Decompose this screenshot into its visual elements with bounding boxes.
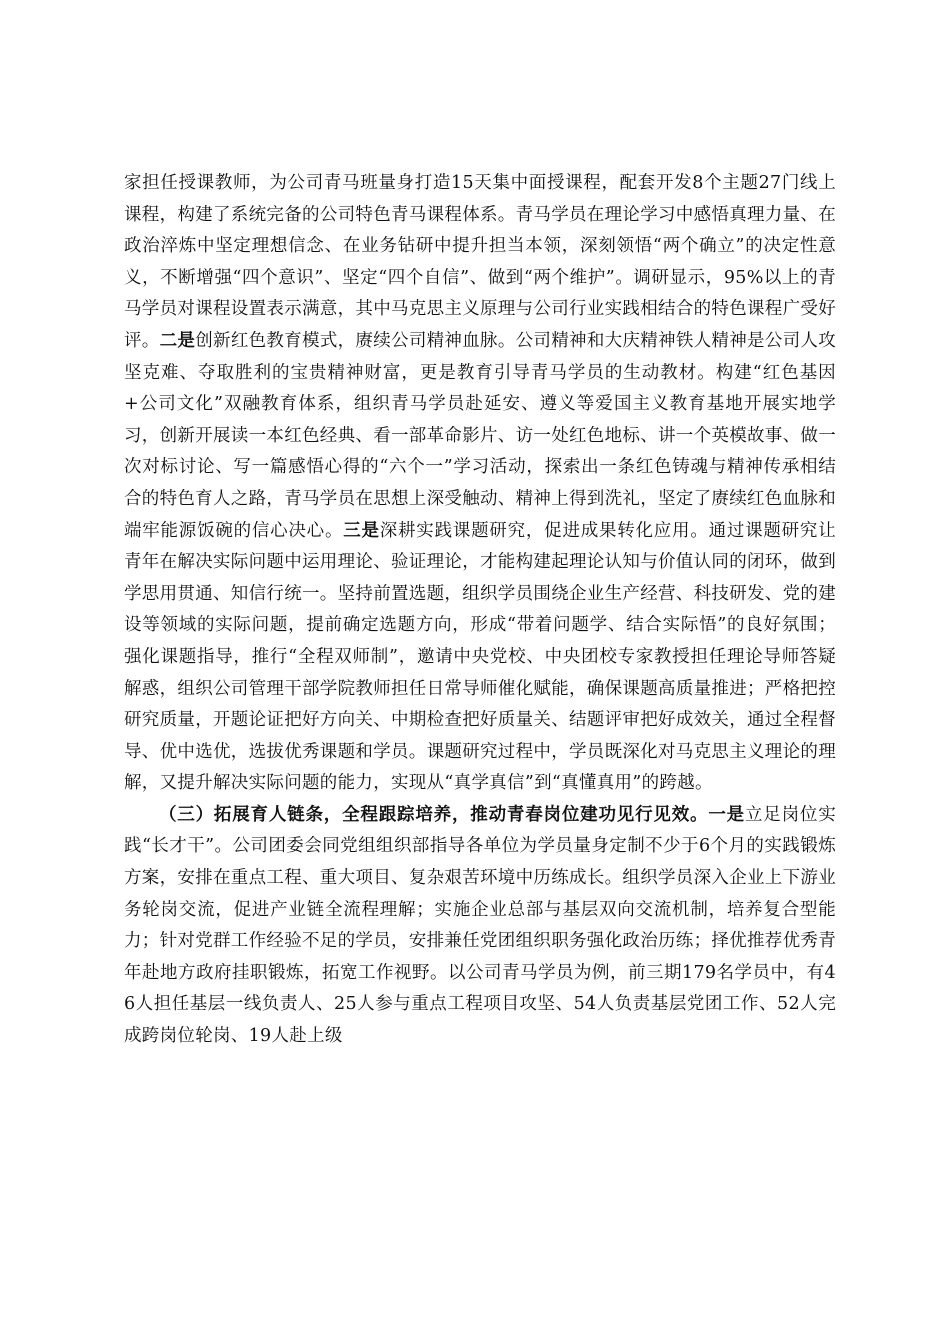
paragraph-1-ordinal-3: 三是 — [343, 520, 380, 541]
paragraph-1-text-3: 深耕实践课题研究，促进成果转化应用。通过课题研究让青年在解决实际问题中运用理论、验证理论，才能构建起理论认知与价值认同的闭环，做到学思用贯通、知信行统一。坚持前置选题，组织学员围绕企业生产经营、科技研发、党的建设等领域的实际问题，提前确定选题方向，形成“带着问题学、结合实际悟”的良好氛围；强化课题指导，推行“全程双师制”，邀请中央党校、中央团校专家教授担任理论导师答疑解惑，组织公司管理干部学院教师担任日常导师催化赋能，确保课题高质量推进；严格把控研究质量，开题论证把好方向关、中期检查把好质量关、结题评审把好成效关，通过全程督导、优中选优，选拔优秀课题和学员。课题研究过程中，学员既深化对马克思主义理论的理解，又提升解决实际问题的能力，实现从“真学真信”到“真懂真用”的跨越。 — [124, 520, 836, 794]
paragraph-2-ordinal-1: 一是 — [708, 804, 745, 825]
paragraph-1-text-2: 创新红色教育模式，赓续公司精神血脉。公司精神和大庆精神铁人精神是公司人攻坚克难、夺取胜利的宝贵精神财富，更是教育引导青马学员的生动教材。构建“红色基因+公司文化”双融教育体系，组织青马学员赴延安、遵义等爱国主义教育基地开展实地学习，创新开展读一本红色经典、看一部革命影片、访一处红色地标、讲一个英模故事、做一次对标讨论、写一篇感悟心得的“六个一”学习活动，探索出一条红色铸魂与精神传承相结合的特色育人之路，青马学员在思想上深受触动、精神上得到洗礼，坚定了赓续红色血脉和端牢能源饭碗的信心决心。 — [124, 330, 837, 541]
body-paragraph-1 — [124, 168, 836, 800]
document-body — [124, 168, 836, 1053]
paragraph-2-text-1: 立足岗位实践“长才干”。公司团委会同党组组织部指导各单位为学员量身定制不少于6个月的实践锻炼方案，安排在重点工程、重大项目、复杂艰苦环境中历练成长。组织学员深入企业上下游业务轮岗交流，促进产业链全流程理解；实施企业总部与基层双向交流机制，培养复合型能力；针对党群工作经验不足的学员，安排兼任党团组织职务强化政治历练；择优推荐优秀青年赴地方政府挂职锻炼，拓宽工作视野。以公司青马学员为例，前三期179名学员中，有46人担任基层一线负责人、25人参与重点工程项目攻坚、54人负责基层党团工作、52人完成跨岗位轮岗、19人赴上级 — [124, 804, 836, 1047]
body-paragraph-2 — [124, 800, 836, 1053]
section-heading-3: （三）拓展育人链条，全程跟踪培养，推动青春岗位建功见行见效。 — [159, 804, 709, 825]
paragraph-1-ordinal-2: 二是 — [159, 330, 196, 351]
paragraph-1-text-1: 家担任授课教师，为公司青马班量身打造15天集中面授课程，配套开发8个主题27门线上课程，构建了系统完备的公司特色青马课程体系。青马学员在理论学习中感悟真理力量、在政治淬炼中坚定理想信念、在业务钻研中提升担当本领，深刻领悟“两个确立”的决定性意义，不断增强“四个意识”、坚定“四个自信”、做到“两个维护”。调研显示，95%以上的青马学员对课程设置表示满意，其中马克思主义原理与公司行业实践相结合的特色课程广受好评。 — [124, 173, 836, 351]
